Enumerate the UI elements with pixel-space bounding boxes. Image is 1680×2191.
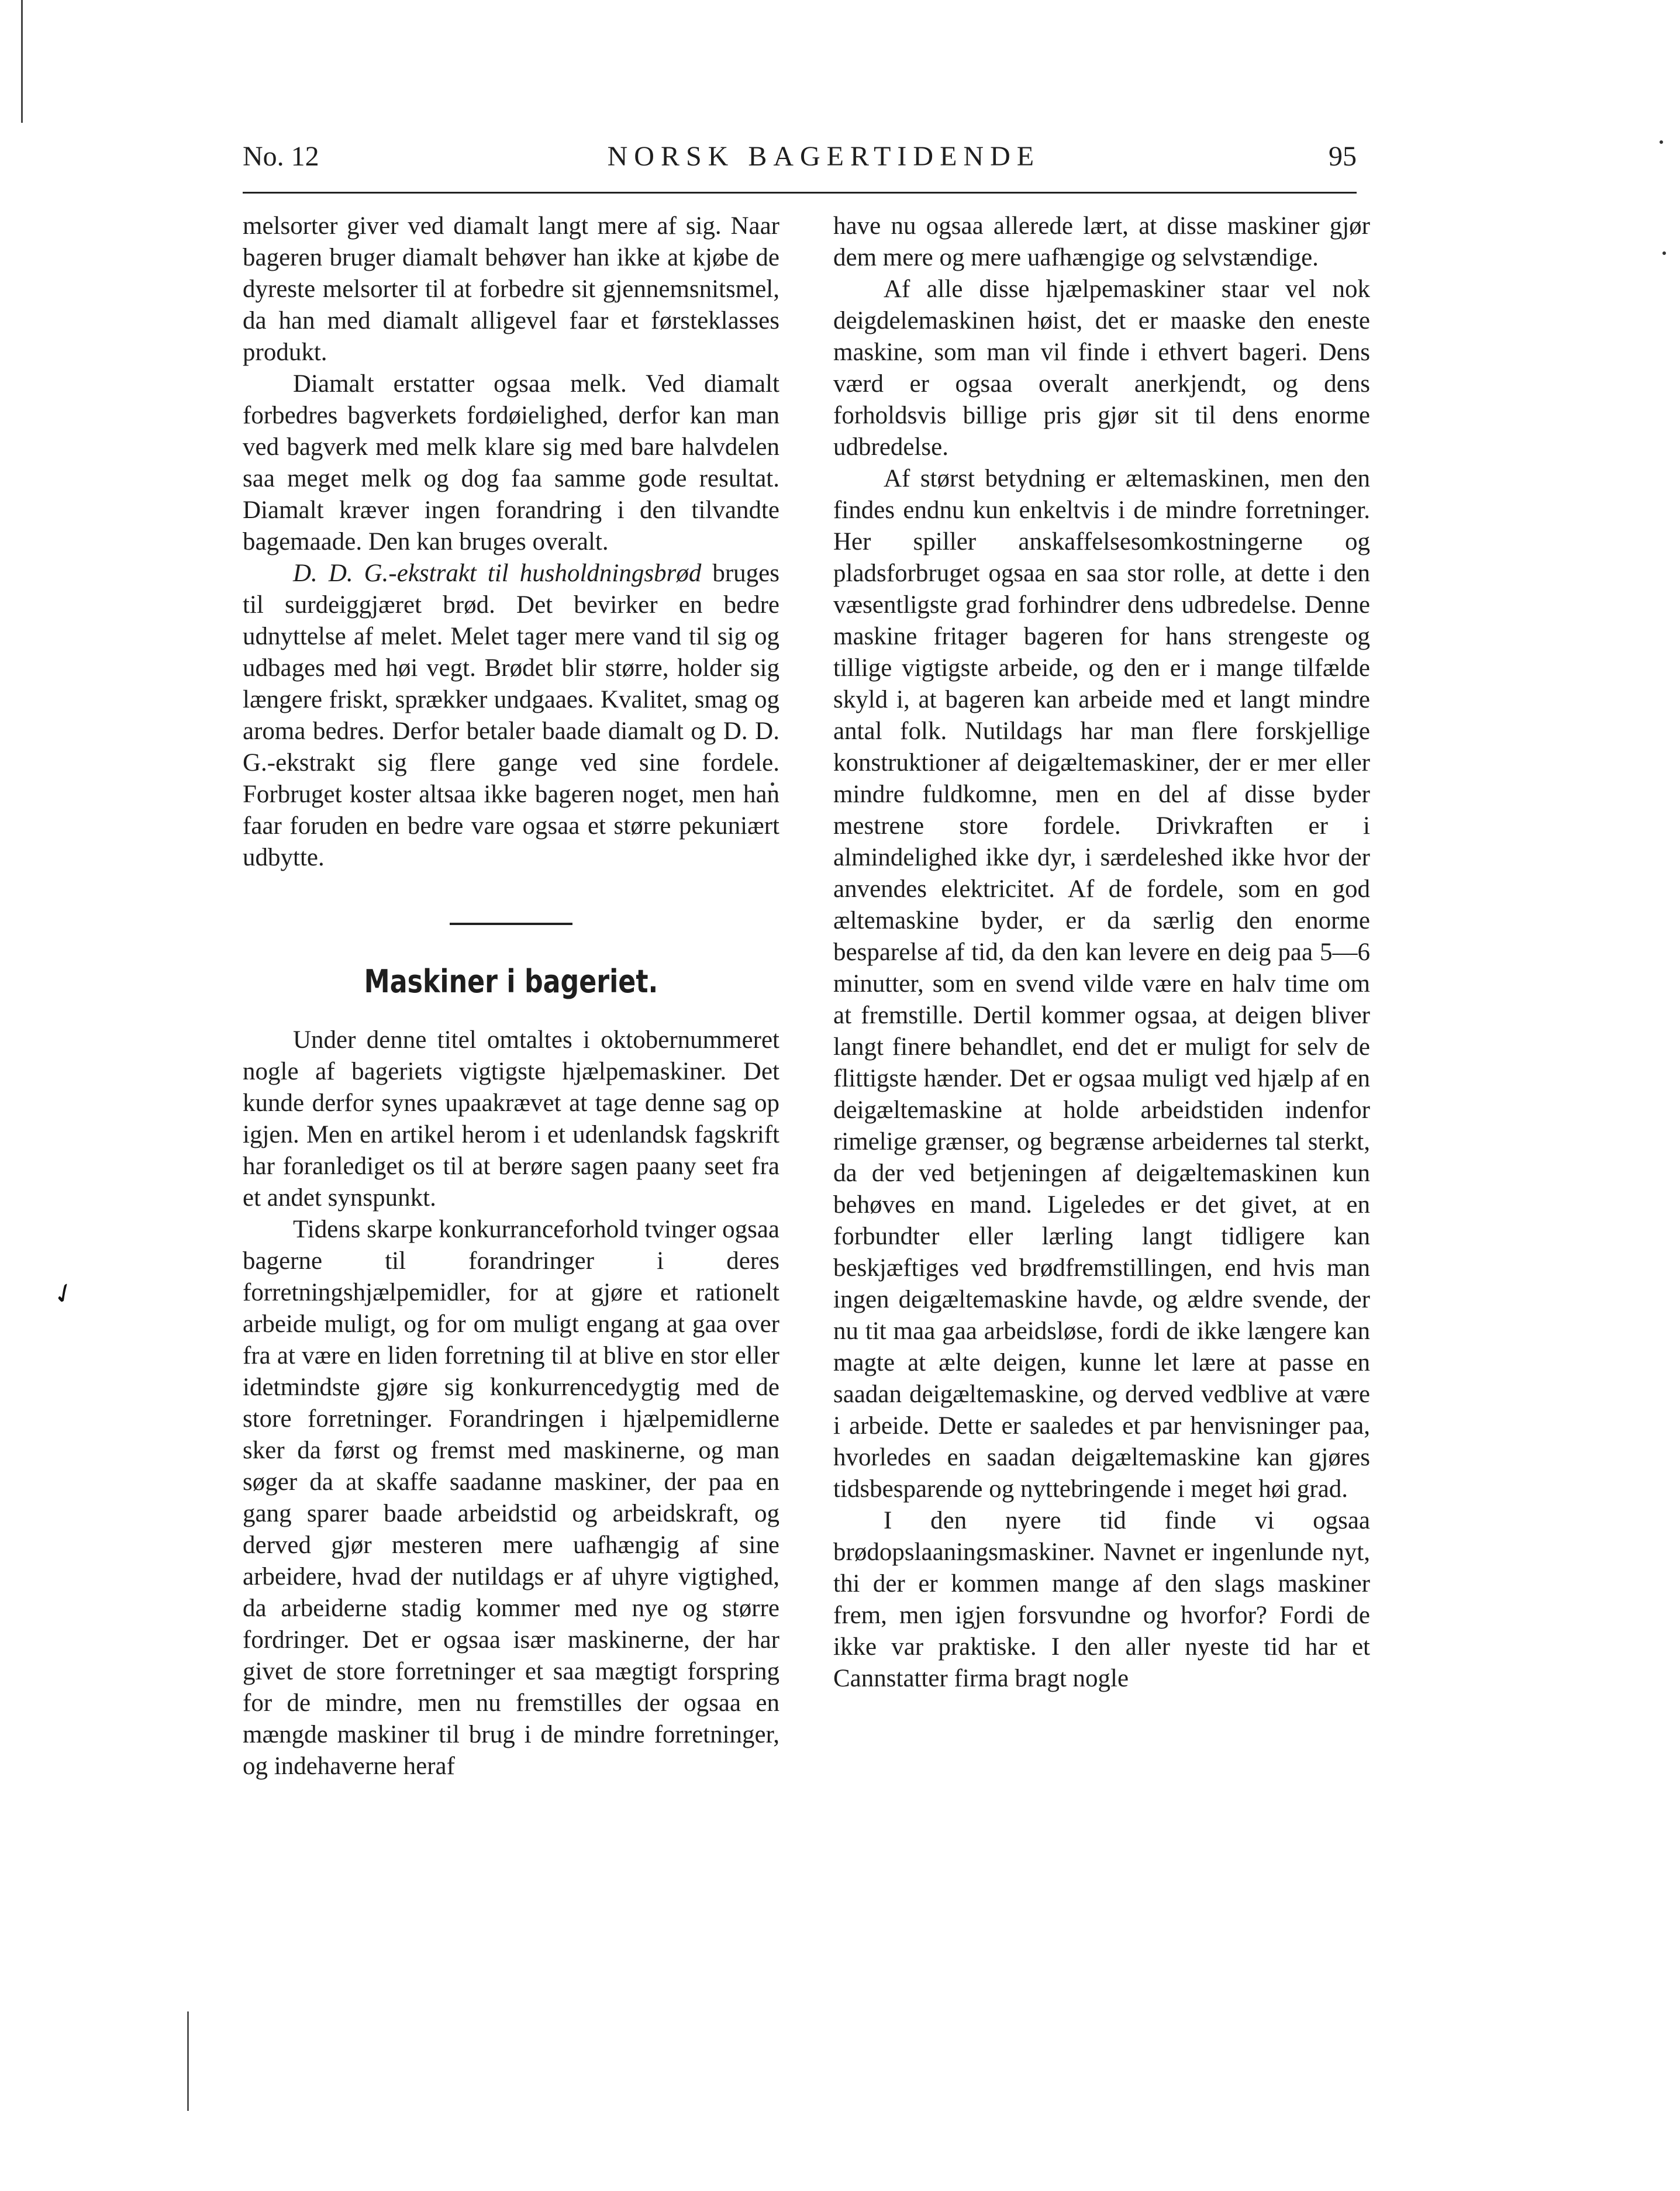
paragraph: have nu ogsaa allerede lært, at disse maskiner gjør dem mere og mere uafhængige og selvstændige. <box>833 212 1370 271</box>
paragraph: Diamalt erstatter ogsaa melk. Ved diamalt forbedres bagverkets fordøielighed, derfor kan man ved bagverk med melk klare sig med bare halvdelen saa meget melk og dog faa samme gode resultat. Diamalt kræver ingen forandring i den tilvandte bagemaade. Den kan bruges overalt. <box>243 370 779 555</box>
paragraph: Under denne titel omtaltes i oktobernummeret nogle af bageriets vigtigste hjælpemaskiner. Det kunde derfor synes upaakrævet at tage denne sag op igjen. Men en artikel herom i et udenlandsk fagskrift har foranlediget os til at berøre sagen paany seet fra et andet synspunkt. <box>243 1026 779 1212</box>
paragraph: I den nyere tid finde vi ogsaa brødopslaaningsmaskiner. Navnet er ingenlunde nyt, thi der er kommen mange af den slags maskiner frem, men igjen forsvundne og hvorfor? Fordi de ikke var praktiske. I den aller nyeste tid har et Cannstatter firma bragt nogle <box>833 1507 1370 1692</box>
header-rule <box>243 192 1357 194</box>
scan-pen-mark: ✓ <box>47 1274 81 1313</box>
paragraph: melsorter giver ved diamalt langt mere af sig. Naar bageren bruger diamalt behøver han ikke at kjøbe de dyreste melsorter til at forbedre sit gjennemsnitsmel, da han med diamalt alligevel faar et førsteklasses produkt. <box>243 212 779 366</box>
paragraph: Af alle disse hjælpemaskiner staar vel nok deigdelemaskinen høist, det er maaske den eneste maskine, som man vil finde i ethvert bageri. Dens værd er ogsaa overalt anerkjendt, og dens forholdsvis billige pris gjør sit til dens enorme udbredelse. <box>833 275 1370 461</box>
running-header <box>243 140 1357 181</box>
page-number: 95 <box>1328 141 1357 172</box>
scan-margin-line <box>21 0 23 123</box>
scan-dust-dot <box>1662 251 1666 255</box>
section-divider <box>450 923 572 925</box>
paragraph: Tidens skarpe konkurranceforhold tvinger ogsaa bagerne til forandringer i deres forretningshjælpemidler, for at gjøre et rationelt arbeide muligt, og for om muligt engang at gaa over fra at være en liden forretning til at blive en stor eller idetmindste gjøre sig konkurrencedygtig med de store forretninger. Forandringen i hjælpemidlerne sker da først og fremst med maskinerne, og man søger da at skaffe saadanne maskiner, der paa en gang sparer baade arbeidstid og arbeidskraft, og derved gjør mesteren mere uafhængig af sine arbeidere, hvad der nutildags er af uhyre vigtighed, da arbeiderne stadig kommer med nye og større fordringer. Det er ogsaa især maskinerne, der har givet de store forretninger et saa mægtigt forspring for de mindre, men nu fremstilles der ogsaa en mængde maskiner til brug i de mindre forretninger, og indehaverne heraf <box>243 1216 779 1780</box>
paragraph-text: bruges til surdeiggjæret brød. Det bevirker en bedre udnyttelse af melet. Melet tager mere vand til sig og udbages med høi vegt. Brødet blir større, holder sig længere friskt, sprækker undgaaes. Kvalitet, smag og aroma bedres. Derfor betaler baade diamalt og D. D. G.-ekstrakt sig flere gange ved sine fordele. Forbruget koster altsaa ikke bageren noget, men han faar foruden en bedre vare ogsaa et større pekuniært udbytte. <box>243 560 779 871</box>
product-name: D. D. G.-ekstrakt til husholdningsbrød <box>293 560 702 587</box>
issue-number: No. 12 <box>243 141 319 172</box>
journal-title: NORSK BAGERTIDENDE <box>607 141 1041 172</box>
article-heading: Maskiner i bageriet. <box>364 963 658 1000</box>
scan-dust-dot <box>1660 140 1663 144</box>
left-column <box>243 211 779 1782</box>
paragraph <box>243 558 779 874</box>
right-column <box>833 211 1370 1695</box>
scan-margin-line <box>187 2011 189 2111</box>
paragraph: Af størst betydning er æltemaskinen, men den findes endnu kun enkeltvis i de mindre forretninger. Her spiller anskaffelsesomkostningerne og pladsforbruget ogsaa en saa stor rolle, at dette i den væsentligste grad forhindrer dens udbredelse. Denne maskine fritager bageren for hans strengeste og tillige vigtigste arbeide, og den er i mange tilfælde skyld i, at bageren kan arbeide med et langt mindre antal folk. Nutildags har man flere forskjellige konstruktioner af deigæltemaskiner, der er mer eller mindre fuldkomne, men en del af disse byder mestrene store fordele. Drivkraften er i almindelighed ikke dyr, i særdeleshed ikke hvor der anvendes elektricitet. Af de fordele, som en god æltemaskine byder, er da særlig den enorme besparelse af tid, da den kan levere en deig paa 5—6 minutter, som en svend vilde være en halv time om at fremstille. Dertil kommer ogsaa, at deigen bliver langt finere behandlet, end det er muligt for selv de flittigste hænder. Det er ogsaa muligt ved hjælp af en deigæltemaskine at holde arbeidstiden indenfor rimelige grænser, og begrænse arbeidernes tal sterkt, da der ved betjeningen af deigæltemaskinen kun behøves en mand. Ligeledes er det givet, at en forbundter eller lærling langt tidligere kan beskjæftiges ved brødfremstillingen, end hvis man ingen deigæltemaskine havde, og ældre svende, der nu tit maa gaa arbeidsløse, fordi de ikke længere kan magte at ælte deigen, kunne let lære at passe en saadan deigæltemaskine, og derved vedblive at være i arbeide. Dette er saaledes et par henvisninger paa, hvorledes en saadan deigæltemaskine kan gjøres tidsbesparende og nyttebringende i meget høi grad. <box>833 465 1370 1503</box>
